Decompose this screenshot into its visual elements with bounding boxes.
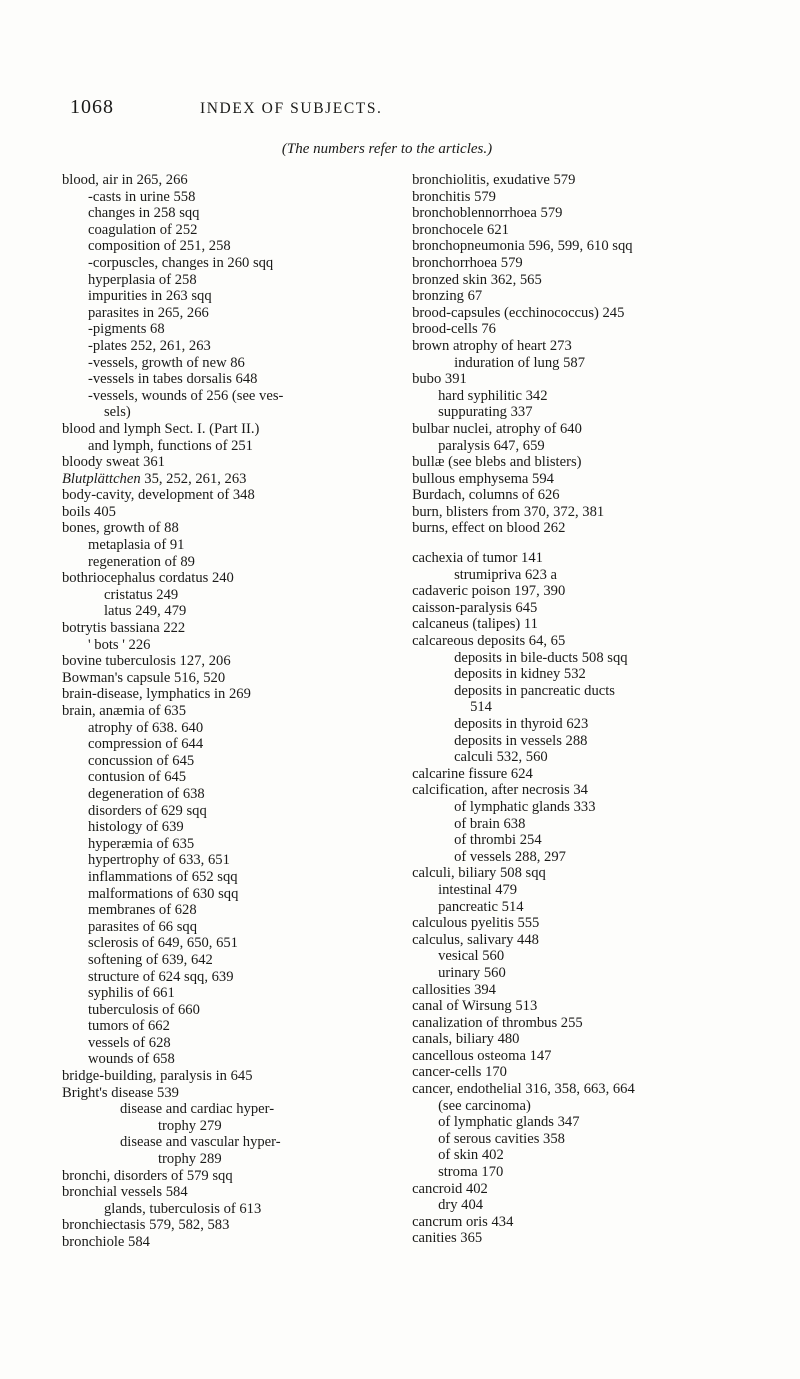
- index-entry: of vessels 288, 297: [454, 848, 566, 865]
- index-entry: composition of 251, 258: [88, 238, 231, 255]
- index-entry: brown atrophy of heart 273: [412, 337, 572, 354]
- index-entry: calculi, biliary 508 sqq: [412, 865, 546, 882]
- index-entry: vesical 560: [438, 948, 505, 965]
- index-entry: latus 249, 479: [104, 603, 187, 620]
- index-entry: bronzed skin 362, 565: [412, 271, 542, 288]
- index-entry: changes in 258 sqq: [88, 205, 200, 222]
- index-entry: bothriocephalus cordatus 240: [62, 570, 234, 587]
- index-entry: membranes of 628: [88, 902, 197, 919]
- index-columns: [62, 172, 738, 1251]
- index-entry: regeneration of 89: [88, 553, 195, 570]
- index-entry: canal of Wirsung 513: [412, 998, 538, 1015]
- page-title: INDEX OF SUBJECTS.: [200, 100, 383, 117]
- index-entry: blood, air in 265, 266: [62, 172, 188, 188]
- index-entry: wounds of 658: [88, 1051, 175, 1068]
- index-entry: Bowman's capsule 516, 520: [62, 669, 226, 686]
- index-entry: brood-cells 76: [412, 321, 496, 338]
- index-entry: bones, growth of 88: [62, 520, 179, 537]
- index-entry: calculous pyelitis 555: [412, 915, 540, 932]
- index-entry: bulbar nuclei, atrophy of 640: [412, 420, 582, 437]
- index-entry: parasites in 265, 266: [88, 304, 209, 321]
- index-column-left: [62, 172, 378, 1251]
- index-entry: -vessels in tabes dorsalis 648: [88, 371, 258, 388]
- index-entry: disorders of 629 sqq: [88, 802, 207, 819]
- index-entry: disease and vascular hyper-: [120, 1134, 281, 1151]
- index-entry: cadaveric poison 197, 390: [412, 583, 566, 600]
- index-entry: coagulation of 252: [88, 221, 198, 238]
- index-column-right: [412, 172, 738, 1247]
- index-entry: cancer, endothelial 316, 358, 663, 664: [412, 1081, 635, 1098]
- index-entry: degeneration of 638: [88, 785, 205, 802]
- index-entry: bullous emphysema 594: [412, 470, 554, 487]
- index-entry: bronchial vessels 584: [62, 1184, 188, 1201]
- index-entry: body-cavity, development of 348: [62, 487, 255, 504]
- index-entry: trophy 279: [158, 1117, 222, 1134]
- index-entry: -vessels, growth of new 86: [88, 354, 245, 371]
- index-entry: concussion of 645: [88, 752, 195, 769]
- index-entry: calcaneus (talipes) 11: [412, 616, 538, 633]
- index-entry: brain, anæmia of 635: [62, 703, 187, 719]
- index-entry: brood-capsules (ecchinococcus) 245: [412, 304, 625, 321]
- index-entry: burn, blisters from 370, 372, 381: [412, 503, 605, 520]
- index-entry: trophy 289: [158, 1151, 222, 1168]
- index-entry: vessels of 628: [88, 1034, 171, 1051]
- index-entry: Burdach, columns of 626: [412, 487, 560, 504]
- index-entry: parasites of 66 sqq: [88, 918, 198, 935]
- running-head: [62, 96, 738, 119]
- index-entry: bovine tuberculosis 127, 206: [62, 653, 231, 670]
- index-entry: paralysis 647, 659: [438, 437, 545, 454]
- index-note: (The numbers refer to the articles.): [281, 141, 493, 157]
- index-entry: deposits in bile-ducts 508 sqq: [454, 649, 628, 666]
- index-entry: bridge-building, paralysis in 645: [62, 1068, 253, 1085]
- index-entry: bronchi, disorders of 579 sqq: [62, 1167, 233, 1184]
- index-entry: calcification, after necrosis 34: [412, 782, 588, 799]
- index-entry: pancreatic 514: [438, 898, 524, 915]
- index-entry: atrophy of 638. 640: [88, 719, 204, 736]
- index-entry: -plates 252, 261, 263: [88, 337, 211, 354]
- index-entry: urinary 560: [438, 964, 506, 981]
- index-entry: contusion of 645: [88, 769, 187, 786]
- entry-spacer: [412, 537, 738, 550]
- index-entry: -corpuscles, changes in 260 sqq: [88, 254, 274, 271]
- index-entry: of thrombi 254: [454, 832, 542, 849]
- index-entry: cancer-cells 170: [412, 1064, 507, 1081]
- index-entry: blood and lymph Sect. I. (Part II.): [62, 420, 260, 437]
- entry-italic-term: Blutplättchen: [62, 470, 141, 487]
- index-entry: metaplasia of 91: [88, 537, 185, 554]
- index-entry: (see carcinoma): [438, 1097, 531, 1114]
- index-entry: bronzing 67: [412, 288, 483, 305]
- index-entry: bronchiectasis 579, 582, 583: [62, 1217, 230, 1234]
- index-entry: hyperplasia of 258: [88, 271, 197, 288]
- index-entry: of lymphatic glands 347: [438, 1114, 580, 1131]
- index-entry: brain-disease, lymphatics in 269: [62, 686, 251, 703]
- index-entry: structure of 624 sqq, 639: [88, 968, 234, 985]
- index-entry: Blutplättchen 35, 252, 261, 263: [62, 470, 247, 487]
- index-entry: bronchiolitis, exudative 579: [412, 172, 576, 188]
- index-entry: hypertrophy of 633, 651: [88, 852, 230, 869]
- index-entry: bullæ (see blebs and blisters): [412, 454, 582, 471]
- index-entry: botrytis bassiana 222: [62, 620, 186, 637]
- index-entry: canalization of thrombus 255: [412, 1014, 583, 1031]
- index-entry: induration of lung 587: [454, 354, 585, 371]
- index-entry: inflammations of 652 sqq: [88, 868, 238, 885]
- index-entry: bronchitis 579: [412, 188, 496, 205]
- index-entry: bloody sweat 361: [62, 454, 165, 471]
- index-entry: canities 365: [412, 1230, 483, 1247]
- index-entry: hyperæmia of 635: [88, 835, 195, 852]
- index-entry: calculus, salivary 448: [412, 931, 539, 948]
- index-entry: disease and cardiac hyper-: [120, 1101, 275, 1118]
- index-entry: caisson-paralysis 645: [412, 599, 538, 616]
- index-entry: tumors of 662: [88, 1018, 170, 1035]
- index-entry: intestinal 479: [438, 881, 518, 898]
- index-entry: callosities 394: [412, 981, 496, 998]
- index-entry: bronchoblennorrhoea 579: [412, 205, 563, 222]
- index-entry: bronchiole 584: [62, 1234, 150, 1250]
- index-entry: canals, biliary 480: [412, 1031, 520, 1048]
- index-entry: bronchopneumonia 596, 599, 610 sqq: [412, 238, 633, 255]
- index-entry: softening of 639, 642: [88, 951, 213, 968]
- index-entry: sels): [104, 404, 131, 421]
- index-entry: cristatus 249: [104, 586, 179, 603]
- index-entry: glands, tuberculosis of 613: [104, 1200, 262, 1217]
- index-entry: bronchocele 621: [412, 221, 509, 238]
- index-entry: dry 404: [438, 1197, 484, 1214]
- index-entry: -casts in urine 558: [88, 188, 196, 205]
- index-entry: and lymph, functions of 251: [88, 437, 253, 454]
- index-entry: deposits in vessels 288: [454, 732, 588, 749]
- index-entry: suppurating 337: [438, 404, 533, 421]
- index-entry: strumipriva 623 a: [454, 566, 558, 583]
- index-entry: hard syphilitic 342: [438, 387, 548, 404]
- index-entry: Bright's disease 539: [62, 1084, 179, 1101]
- index-entry: of skin 402: [438, 1147, 504, 1164]
- index-entry: syphilis of 661: [88, 985, 175, 1002]
- index-entry: -pigments 68: [88, 321, 165, 338]
- index-entry: impurities in 263 sqq: [88, 288, 212, 305]
- index-entry: boils 405: [62, 503, 116, 520]
- index-entry: compression of 644: [88, 736, 204, 753]
- index-entry: 514: [470, 699, 492, 716]
- index-entry: burns, effect on blood 262: [412, 520, 566, 537]
- index-entry: of serous cavities 358: [438, 1130, 565, 1147]
- index-entry: cancrum oris 434: [412, 1213, 514, 1230]
- index-entry: -vessels, wounds of 256 (see ves-: [88, 387, 284, 404]
- index-entry: ' bots ' 226: [88, 636, 151, 653]
- index-entry: calculi 532, 560: [454, 749, 548, 766]
- index-entry: tuberculosis of 660: [88, 1001, 200, 1018]
- index-entry: stroma 170: [438, 1164, 504, 1181]
- index-entry: sclerosis of 649, 650, 651: [88, 935, 238, 952]
- index-entry: calcarine fissure 624: [412, 765, 533, 782]
- index-entry: malformations of 630 sqq: [88, 885, 239, 902]
- index-entry: deposits in pancreatic ducts: [454, 682, 615, 699]
- index-entry: cancellous osteoma 147: [412, 1047, 552, 1064]
- index-entry: of lymphatic glands 333: [454, 798, 596, 815]
- index-entry: cancroid 402: [412, 1180, 488, 1197]
- index-entry: cachexia of tumor 141: [412, 550, 543, 567]
- index-entry: bronchorrhoea 579: [412, 254, 523, 271]
- index-entry: deposits in kidney 532: [454, 666, 586, 683]
- index-entry: of brain 638: [454, 815, 526, 832]
- index-entry: bubo 391: [412, 371, 467, 388]
- index-entry: deposits in thyroid 623: [454, 716, 589, 732]
- index-entry: calcareous deposits 64, 65: [412, 633, 566, 650]
- index-entry: histology of 639: [88, 819, 184, 836]
- page-number: 1068: [70, 96, 114, 118]
